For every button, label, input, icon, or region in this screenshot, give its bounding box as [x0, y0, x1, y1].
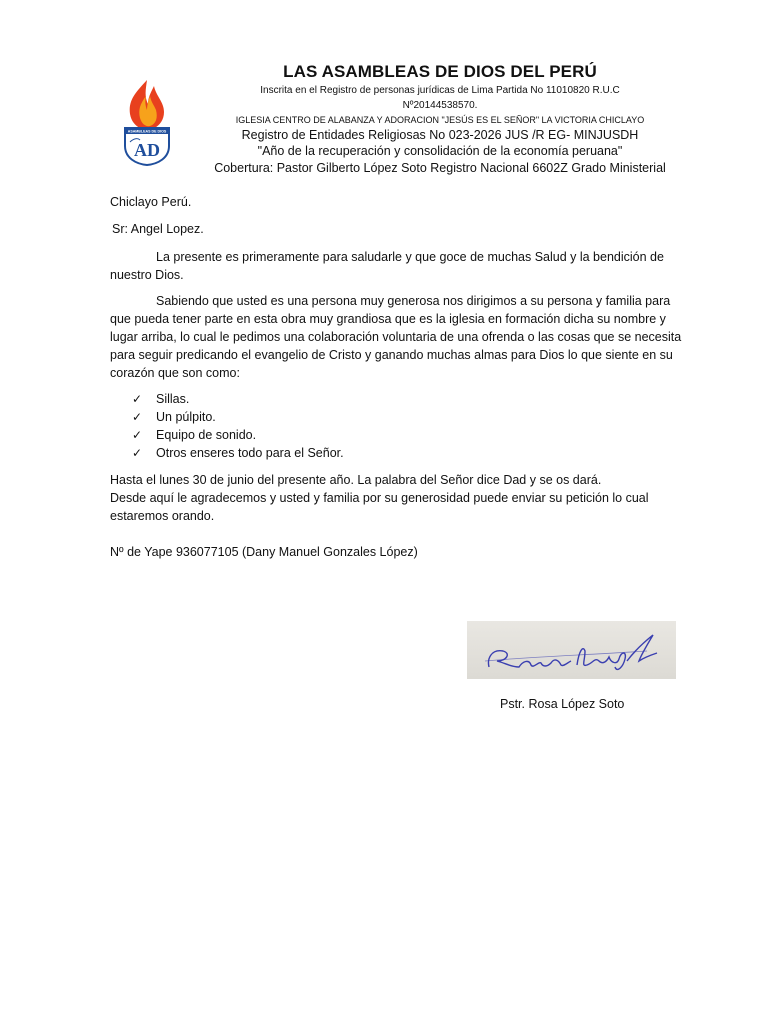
religious-registry: Registro de Entidades Religiosas No 023-2026 JUS /R EG- MINJUSDH	[241, 128, 639, 142]
paragraph-greeting: La presente es primeramente para saludarle y que goce de muchas Salud y la bendición de nuestro Dios.	[110, 250, 664, 282]
org-title: LAS ASAMBLEAS DE DIOS DEL PERÚ	[283, 62, 597, 81]
ruc-line: Nº20144538570.	[402, 100, 478, 111]
handwritten-signature	[467, 621, 676, 679]
letter-place: Chiclayo Perú.	[110, 195, 192, 209]
list-item: ✓ Otros enseres todo para el Señor.	[132, 446, 344, 460]
checkmark-icon: ✓	[132, 410, 143, 424]
list-item: ✓ Sillas.	[132, 392, 190, 406]
signature-image	[467, 621, 676, 679]
list-item: ✓ Un púlpito.	[132, 410, 216, 424]
year-motto: "Año de la recuperación y consolidación de la economía peruana"	[257, 144, 623, 158]
items-list	[132, 390, 344, 462]
coverage-line: Cobertura: Pastor Gilberto López Soto Registro Nacional 6602Z Grado Ministerial	[214, 161, 666, 175]
yape-number: Nº de Yape 936077105 (Dany Manuel Gonzales López)	[110, 545, 418, 559]
thanks-paragraph: Desde aquí le agradecemos y usted y familia por su generosidad puede enviar su petición lo cual estaremos orando.	[110, 491, 649, 523]
signer-name: Pstr. Rosa López Soto	[500, 697, 625, 711]
list-item: ✓ Equipo de sonido.	[132, 428, 257, 442]
deadline-line: Hasta el lunes 30 de junio del presente año. La palabra del Señor dice Dad y se os dará.	[110, 473, 602, 487]
logo-text: ASAMBLEAS DE DIOS	[127, 129, 167, 134]
paragraph-request: Sabiendo que usted es una persona muy generosa nos dirigimos a su persona y familia para que pueda tener parte en esta obra muy grandiosa que es la iglesia en formación dicha su nombre y lugar arriba, lo cual le pedimos una colaboración voluntaria de una ofrenda o las cosas que se necesita para seguir predicando el evangelio de Cristo y ganando muchas almas para Dios lo que siente en su corazón que son como:	[110, 294, 682, 380]
logo-mark: AD	[134, 140, 160, 160]
registry-line: Inscrita en el Registro de personas jurídicas de Lima Partida No 11010820 R.U.C	[260, 85, 620, 96]
letter-recipient: Sr: Angel Lopez.	[112, 222, 204, 236]
flame-logo	[120, 78, 174, 166]
church-name: IGLESIA CENTRO DE ALABANZA Y ADORACION "JESÚS ES EL SEÑOR" LA VICTORIA CHICLAYO	[235, 115, 645, 125]
checkmark-icon: ✓	[132, 428, 143, 442]
checkmark-icon: ✓	[132, 392, 143, 406]
checkmark-icon: ✓	[132, 446, 143, 460]
